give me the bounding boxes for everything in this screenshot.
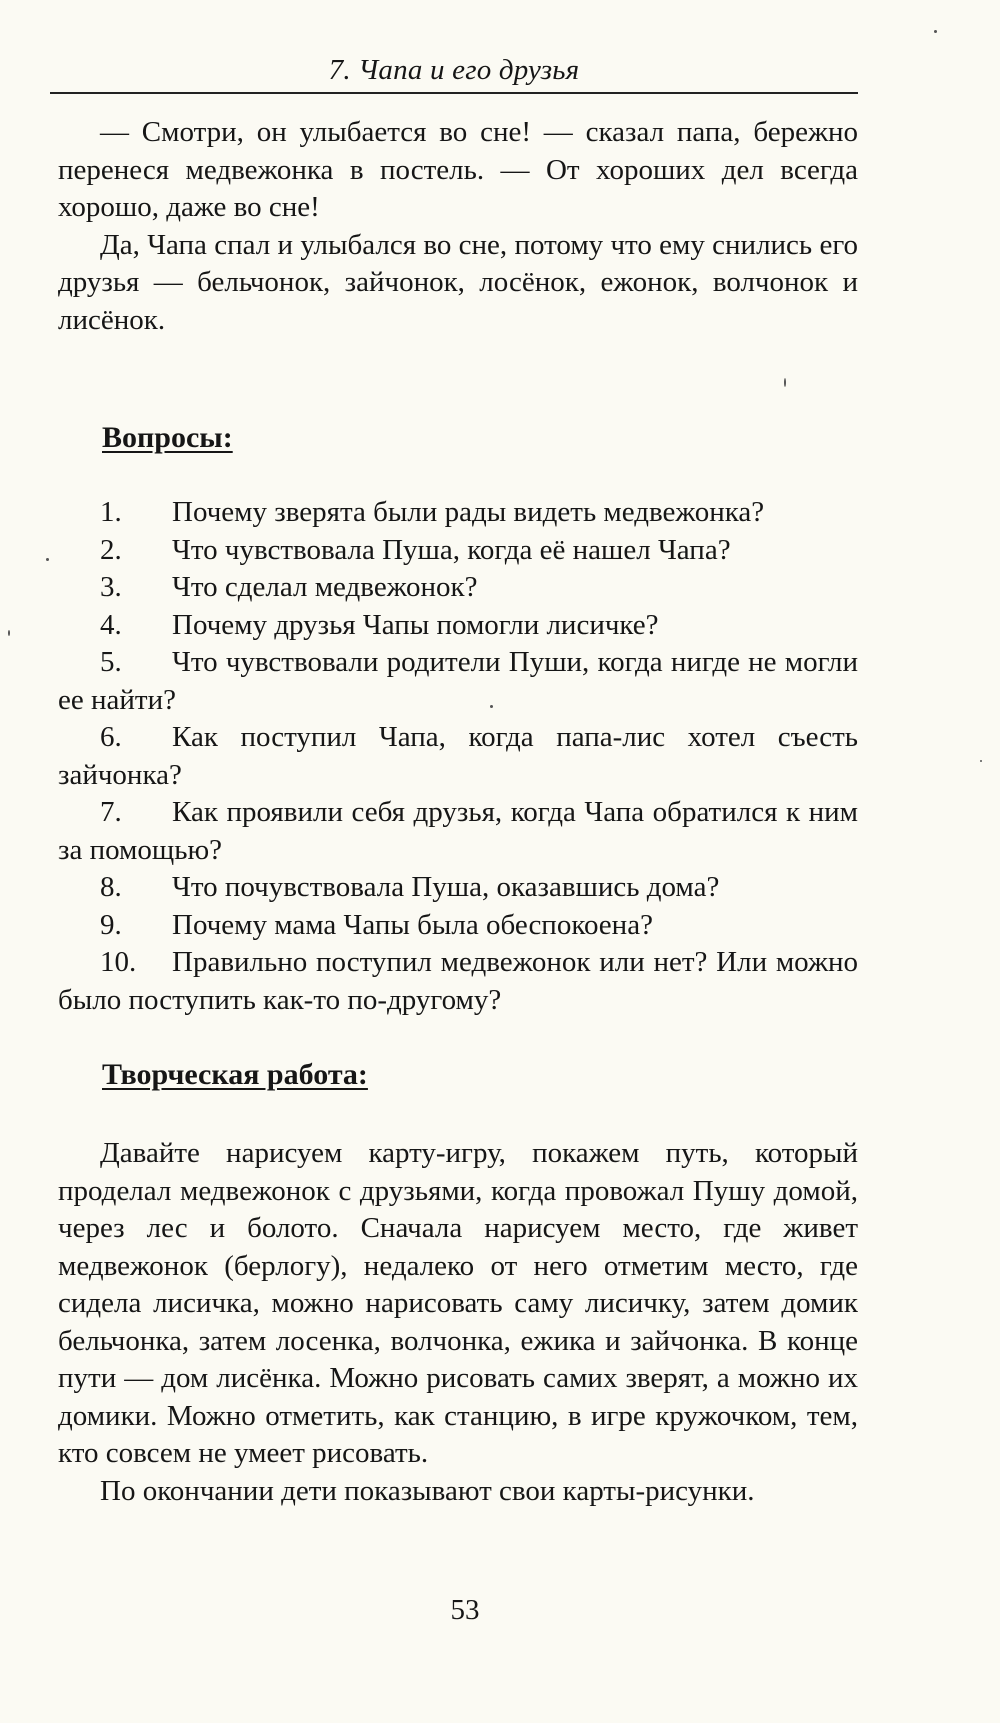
question-text: Почему мама Чапы была обеспокоена? bbox=[172, 908, 653, 941]
question-number: 8. bbox=[100, 871, 122, 903]
paper-speck bbox=[934, 30, 937, 33]
question-text: Правильно поступил медвежонок или нет? Или можно было поступить как-то по-другому? bbox=[58, 946, 858, 1016]
question-item bbox=[58, 944, 858, 1019]
question-text: Как проявили себя друзья, когда Чапа обратился к ним за помощью? bbox=[58, 796, 858, 866]
questions-list bbox=[58, 494, 858, 1019]
question-text: Почему друзья Чапы помогли лисичке? bbox=[172, 608, 659, 641]
page-number: 53 bbox=[450, 1594, 480, 1626]
question-number: 9. bbox=[100, 908, 122, 941]
story-paragraph: Да, Чапа спал и улыбался во сне, потому что ему снились его друзья — бельчонок, зайчонок, лосёнок, ежонок, волчонок и лисёнок. bbox=[58, 228, 858, 336]
question-item bbox=[58, 532, 858, 570]
question-item bbox=[58, 794, 858, 869]
question-item bbox=[58, 869, 858, 907]
question-text: Что чувствовала Пуша, когда её нашел Чапа? bbox=[172, 533, 731, 566]
question-text: Что почувствовала Пуша, оказавшись дома? bbox=[172, 871, 720, 903]
question-item bbox=[58, 644, 858, 719]
question-text: Что сделал медвежонок? bbox=[172, 571, 478, 603]
question-item bbox=[58, 569, 858, 607]
question-item bbox=[58, 719, 858, 794]
question-text: Что чувствовали родители Пуши, когда нигде не могли ее найти? bbox=[58, 646, 858, 716]
paper-speck bbox=[784, 378, 786, 387]
creative-text bbox=[58, 1135, 858, 1510]
questions-heading: Вопросы: bbox=[102, 421, 233, 454]
question-number: 5. bbox=[100, 646, 122, 678]
question-text: Как поступил Чапа, когда папа-лис хотел съесть зайчонка? bbox=[58, 721, 858, 791]
question-number: 1. bbox=[100, 496, 122, 528]
question-number: 6. bbox=[100, 721, 122, 753]
running-header bbox=[50, 54, 858, 94]
question-number: 3. bbox=[100, 571, 122, 603]
creative-paragraph: Давайте нарисуем карту-игру, покажем путь, который проделал медвежонок с друзьями, когда провожал Пушу домой, через лес и болото. Сначала нарисуем место, где живет медвежонок (берлогу), недалеко от него отметим место, где сидела лисичка, можно нарисовать саму лисичку, затем домик бельчонка, затем лосенка, волчонка, ежика и зайчонка. В конце пути — дом лисёнка. Можно рисовать самих зверят, а можно их домики. Можно отметить, как станцию, в игре кружочком, тем, кто совсем не умеет рисовать. bbox=[58, 1137, 858, 1469]
chapter-title: 7. Чапа и его друзья bbox=[328, 54, 580, 86]
question-item bbox=[58, 494, 858, 532]
question-number: 10. bbox=[100, 946, 137, 978]
question-number: 4. bbox=[100, 608, 122, 641]
question-item bbox=[58, 607, 858, 645]
story-text bbox=[58, 114, 858, 339]
story-paragraph: — Смотри, он улыбается во сне! — сказал папа, бережно перенеся медвежонка в постель. — От хороших дел всегда хорошо, даже во сне! bbox=[58, 116, 858, 223]
paper-speck bbox=[980, 760, 982, 762]
paper-speck bbox=[46, 558, 49, 561]
paper-speck bbox=[8, 630, 10, 636]
question-item bbox=[58, 907, 858, 945]
creative-paragraph: По окончании дети показывают свои карты-рисунки. bbox=[100, 1474, 755, 1507]
paper-speck bbox=[490, 705, 493, 708]
question-number: 2. bbox=[100, 533, 122, 566]
creative-heading: Творческая работа: bbox=[102, 1058, 368, 1091]
question-number: 7. bbox=[100, 796, 122, 828]
question-text: Почему зверята были рады видеть медвежонка? bbox=[172, 496, 765, 528]
